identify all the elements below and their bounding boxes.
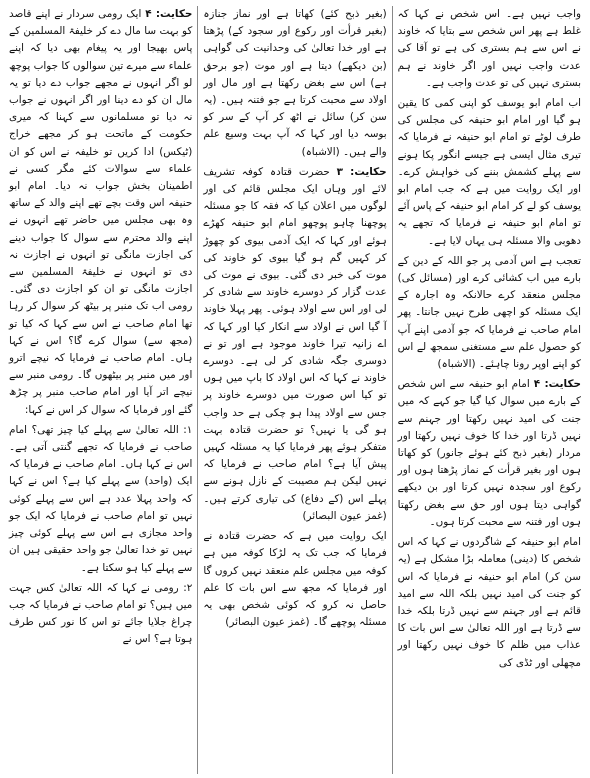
paragraph <box>203 164 386 525</box>
column-middle <box>198 6 392 774</box>
paragraph <box>398 6 581 92</box>
paragraph-text: امام ابو حنیفہ کے شاگردوں نے کہا کہ اس شخص کا (دینی) معاملہ بڑا مشکل ہے (یہ سن کر) امام ابو حنیفہ نے فرمایا کہ اس کو جنت کی امید نہیں بلکہ اللہ سے امید قائم ہے اور جہنم سے نہیں ڈرتا بلکہ خدا سے ڈرتا ہے اور اللہ تعالیٰ سے اس بات کا عذاب میں ظلم کا خوف نہیں رکھتا اور مچھلی اور ٹڈی کی <box>397 536 581 669</box>
paragraph-text: واجب نہیں ہے۔ اس شخص نے کہا کہ غلط ہے پھر اس شخص سے بتایا کہ خاوند نے اس سے ہم بستری کی ہے تو آقا کی عدت واجب نہیں اور اگر خاوند نے ہم بستری نہیں کی تو عدت واجب ہے۔ <box>397 8 581 89</box>
paragraph-text: (بغیر ذبح کئے) کھاتا ہے اور نماز جنازہ (بغیر قرأت اور رکوع اور سجود کے) پڑھتا ہے اور خدا تعالیٰ کی وحدانیت کی گواہی (بن دیکھے) دیتا ہے اور موت (جو برحق ہے) اس سے بغض رکھتا ہے اور مال اور اولاد سے محبت کرتا ہے جو فتنہ ہیں۔ (یہ سن کر) سائل نے اٹھ کر آپ کے سر کو بوسہ دیا اور کہا کہ آپ بہت وسیع علم والے ہیں۔ (الاشباہ) <box>203 8 387 158</box>
paragraph-text: ۲: رومی نے کہا کہ اللہ تعالیٰ کس جہت میں ہیں؟ تو امام صاحب نے فرمایا کہ جب چراغ جلایا جائے تو اس کا نور کس طرف ہوتا ہے؟ اس نے <box>9 581 193 646</box>
story-heading: حکایت: ۴ <box>533 378 581 391</box>
paragraph <box>398 95 581 250</box>
paragraph-text: ۱: اللہ تعالیٰ سے پہلے کیا چیز تھی؟ امام صاحب نے فرمایا کہ تجھے گنتی آتی ہے۔ اس نے کہا ہاں۔ امام صاحب نے فرمایا کہ ایک (واحد) سے پہلے کیا ہے؟ اس نے کہا کہ واحد پہلا عدد ہے اس سے پہلے کوئی نہیں تو امام صاحب نے فرمایا کہ ایک جو واحد مجازی ہے اس سے پہلے کوئی چیز نہیں تو خدا تعالیٰ جو واحد حقیقی ہیں ان سے پہلے کیا ہو سکتا ہے۔ <box>9 423 193 574</box>
paragraph-text: ایک رومی سردار نے اپنے قاصد کو بہت سا مال دے کر خلیفۃ المسلمین کے پاس بھیجا اور یہ پیغام بھی دیا کہ اپنے علماء سے میرے تین سوالوں کا جواب پوچھ لو اگر انہوں نے مجھے جواب دے دیا تو یہ مال ان کو دے دینا اور اگر انہوں نے جواب نہ دیا تو مسلمانوں سے کہنا کہ میری حکومت کے ماتحت ہو کر مجھے خراج (ٹیکس) ادا کریں تو خلیفہ نے اس کو ان علماء سے سوالات کئے مگر کسی نے اطمینان بخش جواب نہ دیا۔ امام ابو حنیفہ اس وقت بچے تھے اپنے والد کے ساتھ وہ بھی مجلس میں حاضر تھے انہوں نے اپنے والد محترم سے سوال کا جواب دینے کی اجازت مانگی تو انہوں نے اجازت نہ دی تو انہوں نے خلیفۃ المسلمین سے اجازت مانگی تو ان کو اجازت دی گئی۔ رومی اب تک منبر پر بیٹھ کر سوال کر رہا تھا امام صاحب نے اس سے کہا کہ کیا تو (مجھ سے) سوال کرے گا؟ اس نے کہا ہاں۔ امام صاحب نے فرمایا کہ نیچے اترو اور میں منبر پر بیٹھوں گا۔ رومی منبر سے نیچے اتر آیا اور امام صاحب منبر پر چڑھ گئے اور فرمایا کہ سوال کر اس نے کہا: <box>9 8 193 416</box>
column-right <box>393 6 586 774</box>
text-columns <box>4 6 586 774</box>
paragraph-text: حضرت قتادہ کوفہ تشریف لائے اور وہاں ایک مجلس قائم کی اور لوگوں میں اعلان کیا کہ فقہ کا جو مسئلہ پوچھنا چاہو پوچھو امام ابو حنیفہ کھڑے ہوئے اور کہا کہ ایک آدمی بیوی کو چھوڑ کر کہیں گم ہو گیا بیوی کو خاوند کی موت کی خبر دی گئی۔ بیوی نے موت کی عدت گزار کر دوسرے خاوند سے شادی کر لی اور اس سے اولاد ہوئی۔ پھر پہلا خاوند آ گیا اس نے اولاد سے انکار کیا اور کہا کہ اے زانیہ تیرا خاوند موجود ہے اور تو نے دوسری جگہ شادی کر لی ہے۔ دوسرے خاوند نے کہا کہ اس اولاد کا باپ میں ہوں تو کیا اس صورت میں دوسرے خاوند پر جس سے اولاد پیدا ہو چکی ہے حد واجب ہو گی یا نہیں؟ تو حضرت قتادہ بہت متفکر ہوئے پھر فرمایا کیا یہ مسئلہ کہیں پیش آیا ہے؟ امام صاحب نے فرمایا کہ نہیں لیکن ہم مصیبت کے نازل ہونے سے پہلے اس (کے دفاع) کی تیاری کرتے ہیں۔ (غمز عیون البصائر) <box>203 165 387 522</box>
paragraph <box>203 528 386 631</box>
paragraph <box>9 6 192 419</box>
paragraph-text: امام ابو حنیفہ سے اس شخص کے بارے میں سوال کیا گیا جو کہے کہ میں جنت کی امید نہیں رکھتا اور جہنم سے نہیں ڈرتا اور خدا کا خوف نہیں رکھتا اور مردار (بغیر ذبح کئے ہوئے جانور) کو کھاتا ہوں اور بغیر قرأت کے نماز پڑھتا ہوں اور رکوع اور سجدہ نہیں کرتا اور بن دیکھے گواہی دیتا ہوں اور حق سے بغض رکھتا ہوں اور فتنہ سے محبت کرتا ہوں۔ <box>397 378 581 528</box>
story-heading: حکایت: ۳ <box>336 165 387 178</box>
paragraph-text: تعجب ہے اس آدمی پر جو اللہ کے دین کے بارے میں اب کشائی کرے اور (مسائل کی) مجلس منعقد کرے حالانکہ وہ اجارہ کے ایک مسئلہ کو اچھی طرح نہیں جانتا۔ پھر امام صاحب نے فرمایا کہ جو آدمی اپنے آپ کو حصول علم سے مستغنی سمجھ لے اس کو اپنے اوپر رونا چاہئے۔ (الاشباہ) <box>397 254 581 371</box>
paragraph <box>398 534 581 672</box>
paragraph <box>9 422 192 577</box>
paragraph <box>203 6 386 161</box>
paragraph-text: اب امام ابو یوسف کو اپنی کمی کا یقین ہو گیا اور امام ابو حنیفہ کی مجلس کی طرف لوٹے تو امام ابو حنیفہ نے فرمایا کہ تیری مثال ایسی ہے جیسے انگور پکا ہونے سے پہلے کشمش بننے کی خواہش کرے۔ اور ایک روایت میں ہے کہ جب امام ابو یوسف کو لے کر امام ابو حنیفہ کے پاس آئے تو امام ابو حنیفہ نے فرمایا کہ تجھے یہ دھوبی والا مسئلہ ہی یہاں لایا ہے۔ <box>397 97 581 247</box>
paragraph <box>9 580 192 649</box>
story-heading: حکایت: ۴ <box>145 8 193 20</box>
paragraph-text: ایک روایت میں ہے کہ حضرت قتادہ نے فرمایا کہ جب تک یہ لڑکا کوفہ میں ہے کوفہ میں مجلس علم منعقد نہیں کروں گا اور فرمایا کہ مجھ سے اس بات کا علم حاصل نہ کرو کہ کوئی شخص بھی یہ مسئلہ پوچھے گا۔ (غمز عیون البصائر) <box>203 530 387 629</box>
paragraph <box>398 376 581 531</box>
paragraph <box>398 253 581 373</box>
column-left <box>4 6 198 774</box>
